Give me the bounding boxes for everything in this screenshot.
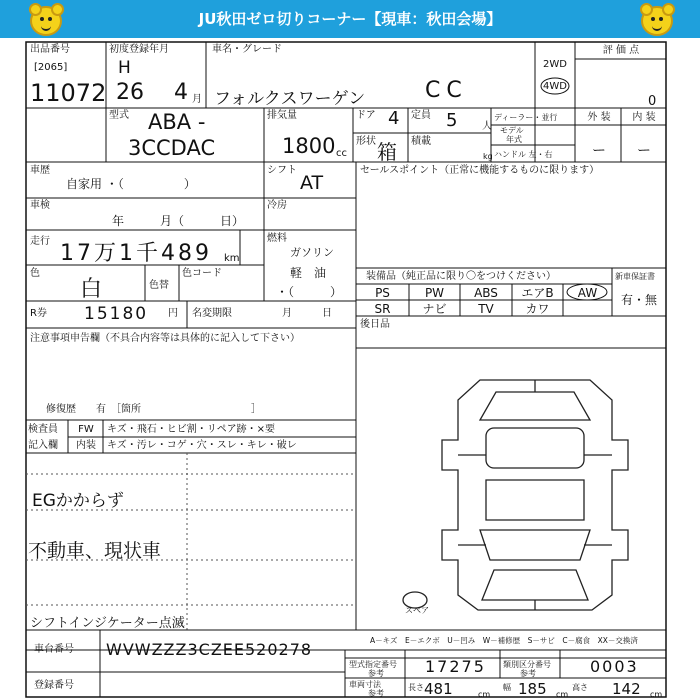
class-label: 類別区分番号 (503, 660, 551, 669)
model-line1: ABA - (148, 110, 206, 134)
name-label: 車名・グレード (212, 44, 282, 55)
reg-label: 初度登録年月 (109, 44, 169, 55)
length-label: 長さ (408, 683, 424, 692)
load-label: 積載 (411, 136, 431, 147)
score-value: 0 (648, 94, 657, 109)
recycle-label: R券 (30, 308, 47, 319)
ac-label: 冷房 (267, 200, 287, 211)
warranty-label: 新車保証書 (615, 272, 655, 281)
dealer-label: ディーラー・並行 (494, 113, 558, 122)
color-code-label: 色コード (182, 268, 222, 279)
header-title: JU秋田ゼロ切りコーナー【現車：秋田会場】 (198, 10, 502, 28)
color-change-label: 色替 (149, 280, 169, 291)
cap-label: 定員 (411, 110, 431, 121)
person-unit: 人 (482, 121, 492, 132)
vin-label: 車台番号 (34, 644, 74, 655)
rear-items-label: 後日品 (360, 319, 390, 330)
ext-label: 外 装 (587, 112, 611, 123)
reg-month: 4 (174, 80, 188, 105)
entry-label: 記入欄 (28, 440, 58, 451)
drive-2wd: 2WD (543, 59, 567, 70)
warranty-value: 有・無 (620, 293, 657, 307)
model-line2: 3CCDAC (128, 136, 216, 160)
drive-4wd: 4WD (543, 81, 567, 92)
model-label: 型式 (109, 110, 129, 121)
ext-value: ー (592, 143, 606, 159)
fuel-label: 燃料 (267, 233, 287, 244)
height-value: 142 (612, 680, 641, 698)
equip-pw: PW (424, 286, 445, 300)
cc-unit: cc (336, 148, 347, 159)
capacity: 5 (446, 110, 458, 131)
width-label: 幅 (503, 683, 511, 692)
length-value: 481 (424, 680, 453, 698)
history-value: 自家用 ・（ ） (66, 177, 196, 191)
lot-label: 出品番号 (30, 44, 70, 55)
dim-ref: 参考 (368, 689, 384, 698)
dim-label: 車両寸法 (349, 680, 381, 689)
class-ref: 参考 (520, 669, 536, 678)
inspection-value: 年 月（ 日） (112, 214, 245, 228)
disp-label: 排気量 (267, 110, 297, 121)
model-year-label: モデル (500, 126, 524, 135)
yen-unit: 円 (168, 308, 178, 319)
notes-label: 注意事項申告欄（不具合内容等は具体的に記入して下さい） (30, 333, 300, 344)
color-value: 白 (80, 277, 103, 302)
fuel-gas: ガソリン (290, 246, 334, 259)
int-text: キズ・汚レ・コゲ・穴・スレ・キレ・破レ (107, 440, 297, 451)
shift-label: シフト (267, 165, 297, 176)
fuel-other: ・（ ） (276, 285, 343, 299)
height-unit: cm (650, 690, 663, 699)
inspection-label: 車検 (30, 200, 50, 211)
int-value: ー (637, 143, 651, 159)
mileage-label: 走行 (30, 236, 50, 247)
equip-abs: ABS (474, 286, 498, 300)
width-unit: cm (556, 690, 569, 699)
name-change-label: 名変期限 (192, 308, 232, 319)
car-grade: CC (425, 78, 468, 103)
fuel-diesel: 軽 油 (290, 266, 327, 280)
vin-value: WVWZZZ3CZEE520278 (106, 640, 313, 659)
reg-year: 26 (116, 80, 144, 105)
length-unit: cm (478, 690, 491, 699)
width-value: 185 (518, 680, 547, 698)
name-change-value: 月 日 (282, 308, 332, 319)
note-engine: EGかからず (32, 491, 124, 511)
equip-navi: ナビ (422, 302, 447, 316)
doors: 4 (388, 108, 400, 129)
type-ref: 参考 (368, 669, 384, 678)
equip-ps: PS (375, 286, 390, 300)
equip-sr: SR (374, 302, 391, 316)
shape-label: 形状 (356, 136, 376, 147)
lot-sub: [2065] (34, 62, 68, 73)
int-label: 内 装 (632, 112, 656, 123)
damage-legend: A－キズ E－エクボ U－凹み W－補修歴 S－サビ C－腐食 XX－交換済 (370, 636, 638, 645)
fw-tag: FW (78, 424, 94, 435)
history-label: 車歴 (30, 165, 50, 176)
mileage-value: 17万1千489 (60, 241, 212, 266)
km-unit: km (224, 253, 240, 264)
shape: 箱 (377, 140, 397, 164)
car-name: フォルクスワーゲン (214, 89, 366, 109)
equip-aw: AW (577, 286, 598, 300)
handle-label: ハンドル 左・右 (494, 150, 553, 159)
registration-label: 登録番号 (34, 680, 74, 691)
shift-value: AT (300, 172, 324, 194)
int-tag: 内装 (76, 440, 96, 451)
kg-unit: kg (483, 152, 493, 161)
sales-point-label: セールスポイント（正常に機能するものに限ります） (360, 165, 600, 176)
lot-number: 11072 (30, 79, 107, 107)
equipment-label: 装備品（純正品に限り〇をつけください） (366, 271, 556, 282)
height-label: 高さ (572, 683, 588, 692)
model-year-sub: 年式 (506, 135, 522, 144)
equip-leather: カワ (525, 302, 550, 316)
car-body-diagram (403, 380, 628, 610)
recycle-value: 15180 (84, 304, 149, 324)
type-label: 型式指定番号 (349, 660, 397, 669)
repair-history: 修復歴 有 ［箇所 ］ (46, 404, 261, 415)
note-shift-indicator: シフトインジケーター点滅 (30, 616, 185, 631)
equip-tv: TV (478, 302, 494, 316)
equip-airbag: エアB (521, 286, 554, 300)
type-value: 17275 (425, 657, 486, 676)
inspector-label: 検査員 (28, 424, 58, 435)
note-immobile: 不動車、現状車 (28, 540, 162, 562)
doors-label: ドア (356, 110, 376, 121)
month-unit: 月 (192, 94, 202, 105)
displacement: 1800 (282, 134, 336, 158)
fw-text: キズ・飛石・ヒビ割・リペア跡・×要 (107, 424, 275, 435)
color-label: 色 (30, 268, 40, 279)
score-label: 評 価 点 (602, 45, 640, 56)
era: H (118, 58, 131, 78)
spare-label: スペア (405, 606, 429, 615)
class-value: 0003 (590, 657, 639, 676)
